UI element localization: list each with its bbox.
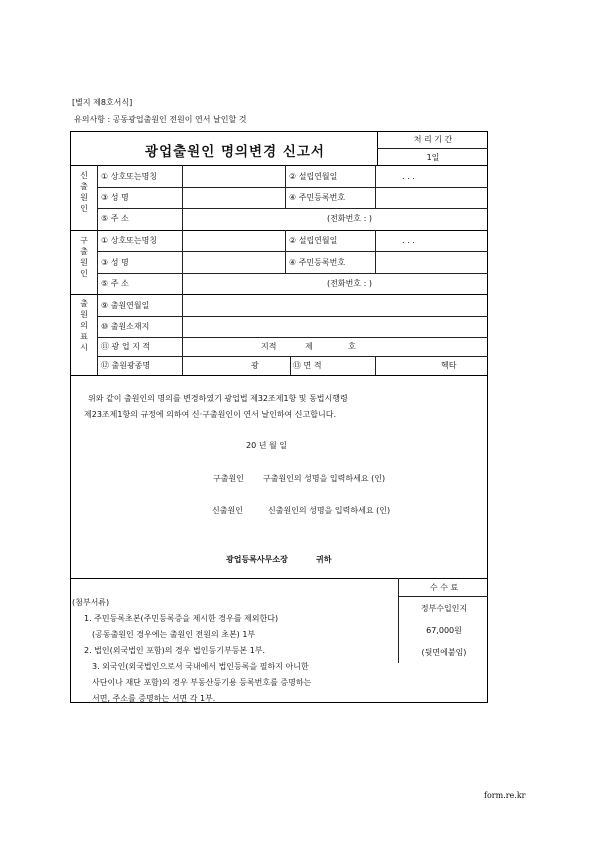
- old-name2-field[interactable]: [183, 252, 284, 272]
- addressee-suffix: 귀하: [316, 555, 332, 564]
- mine-cadastre-b: 제: [305, 342, 313, 351]
- attachments-heading: (첨부서류): [72, 598, 110, 607]
- mine-cadastre-c: 호: [348, 342, 356, 351]
- old-signer-name[interactable]: 구출원인의 성명을 입력하세요 (인): [263, 474, 386, 483]
- mineral-name-label: ⑫ 출원광종명: [101, 361, 151, 370]
- statement-line-2: 제23조제1항의 규정에 의하여 신·구출원인이 연서 날인하여 신고합니다.: [84, 410, 336, 419]
- application-location-label: ⑩ 출원소재지: [101, 322, 150, 331]
- old-birth-field[interactable]: . . .: [402, 236, 415, 245]
- addressee: 광업등록사무소장: [226, 555, 288, 564]
- new-name2-field[interactable]: [183, 188, 284, 207]
- form-title: 광업출원인 명의변경 신고서: [145, 144, 325, 160]
- date-line[interactable]: 20 년 월 일: [246, 441, 287, 450]
- attachment-3b: 사단이나 재단 포함)의 경우 부동산등기용 등록번호를 증명하는: [92, 678, 312, 687]
- application-date-label: ⑨ 출원연월일: [101, 301, 150, 310]
- old-reg-label: ④ 주민등록번호: [289, 258, 346, 267]
- attachment-3c: 서면, 주소를 증명하는 서면 각 1부.: [92, 694, 216, 703]
- old-applicant-section-label: 구 출 원 인: [80, 236, 88, 278]
- new-birth-field[interactable]: . . .: [402, 172, 415, 181]
- attachment-2: 2. 법인(외국법인 포함)의 경우 법인등기부등본 1부.: [84, 646, 266, 655]
- old-reg-field[interactable]: [376, 252, 487, 272]
- mine-cadastre-label: ⑪ 광 업 지 적: [101, 342, 151, 351]
- fee-label: 수 수 료: [429, 583, 459, 592]
- new-signer-name[interactable]: 신출원인의 성명을 입력하세요 (인): [268, 506, 391, 515]
- new-applicant-section-label: 신 출 원 인: [80, 171, 88, 213]
- form-number: [별지 제8호서식]: [72, 98, 133, 107]
- new-name-field[interactable]: [183, 166, 284, 186]
- old-birth-label: ② 설립연월일: [289, 236, 338, 245]
- statement-line-1: 위와 같이 출원인의 명의를 변경하였기 광업법 제32조제1항 및 동법시행령: [88, 394, 348, 403]
- footer-site: form.re.kr: [484, 791, 526, 800]
- new-name-label: ① 상호또는명칭: [101, 172, 158, 181]
- application-location-field[interactable]: [183, 317, 487, 336]
- attachment-1b: (공동출원인 경우에는 출원인 전원의 초본) 1부: [92, 630, 256, 639]
- processing-period-label: 처 리 기 간: [413, 135, 453, 144]
- new-reg-field[interactable]: [376, 188, 487, 207]
- fee-note: (뒷면에붙임): [421, 648, 467, 657]
- new-name2-label: ③ 성 명: [101, 193, 129, 202]
- new-reg-label: ④ 주민등록번호: [289, 193, 346, 202]
- application-date-field[interactable]: [183, 295, 487, 315]
- new-address-label: ⑤ 주 소: [101, 214, 129, 223]
- old-address-label: ⑤ 주 소: [101, 279, 129, 288]
- area-unit: 헥타: [441, 361, 457, 370]
- new-birth-label: ② 설립연월일: [289, 172, 338, 181]
- processing-period-value: 1일: [426, 153, 440, 162]
- attachment-1a: 1. 주민등록초본(주민등록증을 제시한 경우를 제외한다): [84, 614, 279, 623]
- new-signer-label: 신출원인: [212, 506, 243, 515]
- mineral-name-value[interactable]: 광: [251, 361, 259, 370]
- new-phone-field[interactable]: (전화번호 : ): [327, 214, 372, 223]
- mine-cadastre-a: 지적: [261, 342, 277, 351]
- fee-amount: 67,000원: [426, 626, 462, 635]
- old-name2-label: ③ 성 명: [101, 258, 129, 267]
- old-name-field[interactable]: [183, 231, 284, 250]
- notice-text: 유의사항 : 공동광업출원인 전원이 연서 날인할 것: [74, 115, 247, 124]
- old-name-label: ① 상호또는명칭: [101, 236, 158, 245]
- old-signer-label: 구출원인: [213, 474, 244, 483]
- area-label: ⑬ 면 적: [293, 361, 322, 370]
- fee-stamp: 정부수입인지: [420, 604, 468, 613]
- attachment-3a: 3. 외국인(외국법인으로서 국내에서 법인등록을 필하지 아니한: [92, 662, 309, 671]
- old-phone-field[interactable]: (전화번호 : ): [327, 279, 372, 288]
- application-display-section-label: 출 원 의 표 시: [80, 299, 88, 352]
